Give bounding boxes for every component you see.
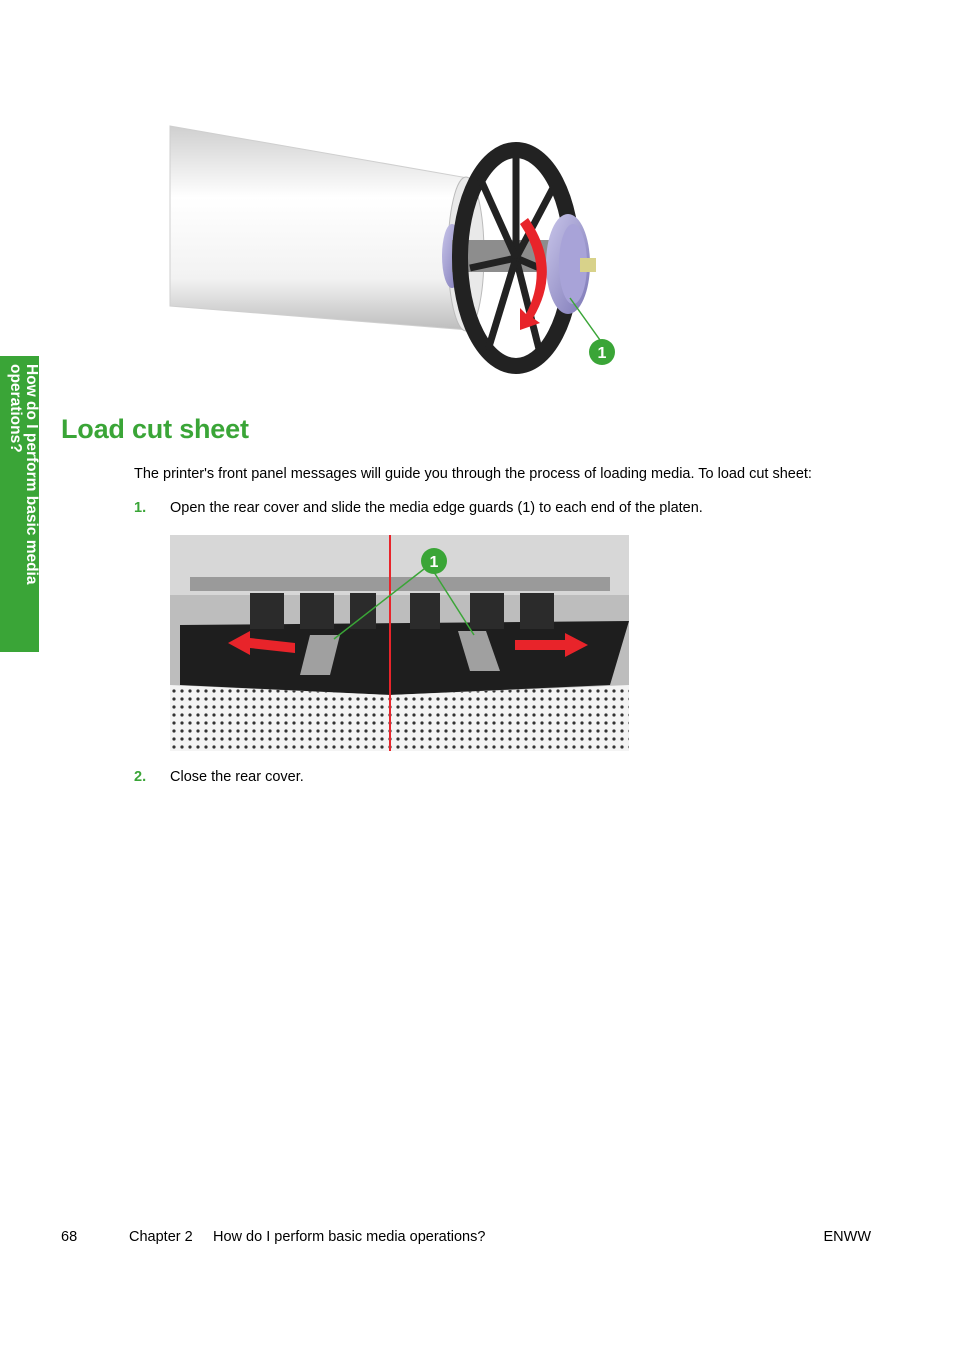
step-number: 1. [134, 500, 147, 516]
media-roll [170, 126, 474, 330]
footer-chapter-title: How do I perform basic media operations? [213, 1229, 486, 1245]
spindle-tip [580, 258, 596, 272]
rail [190, 577, 610, 591]
callout-number: 1 [429, 554, 439, 571]
step-text: Open the rear cover and slide the media edge guards (1) to each end of the platen. [170, 500, 703, 516]
side-tab-line2: operations? [7, 364, 24, 453]
perforated-platen [170, 685, 629, 751]
footer-page-number: 68 [61, 1229, 78, 1245]
intro-paragraph: The printer's front panel messages will guide you through the process of loading media. To load cut sheet: [134, 466, 812, 482]
platen [180, 621, 629, 695]
callout-line [570, 298, 600, 340]
roll-hub-figure [168, 118, 630, 382]
callout-number: 1 [597, 345, 607, 362]
side-tab-line1: How do I perform basic media [23, 364, 40, 585]
footer-chapter: Chapter 2 [129, 1229, 193, 1245]
side-tab-label [7, 364, 39, 644]
step-text: Close the rear cover. [170, 769, 304, 785]
section-title: Load cut sheet [61, 414, 249, 444]
rotation-arrow [520, 218, 547, 330]
platen-edge-guards-figure [170, 535, 629, 751]
footer-locale: ENWW [823, 1229, 871, 1245]
step-number: 2. [134, 769, 147, 785]
